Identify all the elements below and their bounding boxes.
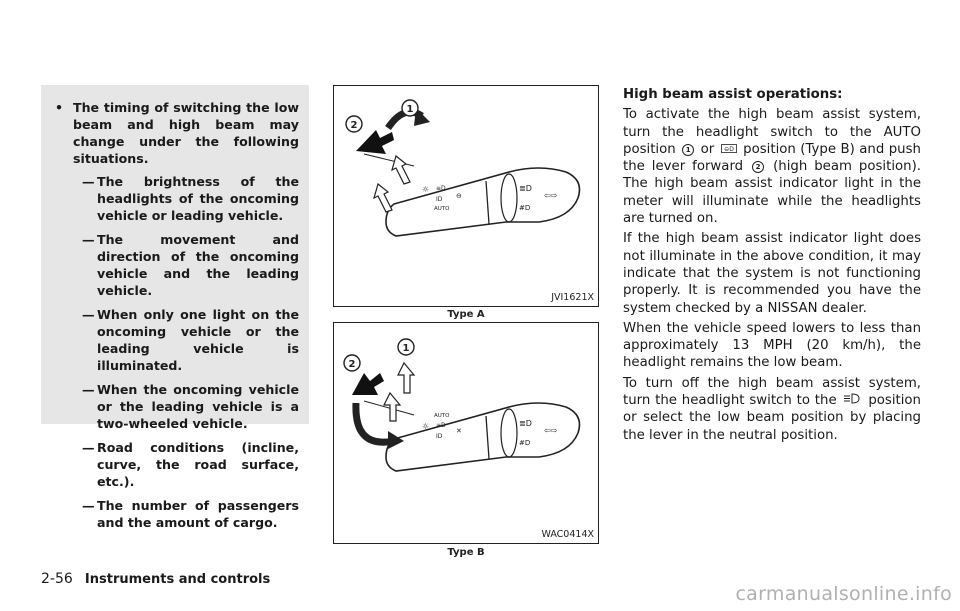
marker-2-icon: 2 <box>752 161 764 173</box>
figure-type-a <box>333 85 599 307</box>
svg-text:#D: #D <box>519 439 531 447</box>
paragraph: When the vehicle speed lowers to less than approximately 13 MPH (20 km/h), the headlight remains the low beam. <box>623 320 921 371</box>
svg-text:☼: ☼ <box>422 422 430 431</box>
svg-text:⊖D: ⊖D <box>723 145 734 153</box>
svg-text:AUTO: AUTO <box>434 413 450 419</box>
svg-text:1: 1 <box>402 343 410 354</box>
svg-text:✕: ✕ <box>456 427 462 435</box>
svg-text:⊖: ⊖ <box>456 192 462 200</box>
watermark: carmanualsonline.info <box>735 583 952 605</box>
svg-text:AUTO: AUTO <box>434 206 450 212</box>
note-lead-text: The timing of switching the low beam and high beam may change under the following situations. <box>73 100 299 166</box>
list-item: — Road conditions (incline, curve, the road surface, etc.). <box>82 440 299 489</box>
bullet: • <box>55 100 64 115</box>
note-list <box>55 173 299 531</box>
list-item: — The movement and direction of the oncoming vehicle and the leading vehicle. <box>82 232 299 298</box>
list-item: — When only one light on the oncoming vehicle or the leading vehicle is illuminated. <box>82 307 299 373</box>
section-title: Instruments and controls <box>84 572 271 587</box>
figure-code: WAC0414X <box>541 529 594 540</box>
svg-text:2: 2 <box>348 359 356 370</box>
page-footer <box>41 571 270 587</box>
svg-text:2: 2 <box>350 120 358 131</box>
marker-1-icon: 1 <box>682 144 694 156</box>
note-box <box>41 85 309 530</box>
svg-text:ID: ID <box>436 433 443 440</box>
note-lead <box>55 99 299 167</box>
figure-type-b <box>333 322 599 544</box>
figure-caption: Type B <box>447 547 485 558</box>
low-beam-icon <box>843 393 861 404</box>
svg-text:≣D: ≣D <box>519 419 532 428</box>
svg-text:⇦⇨: ⇦⇨ <box>544 191 558 200</box>
svg-text:1: 1 <box>406 104 414 115</box>
paragraph: To turn off the high beam assist system, turn the headlight switch to the position or select the low beam position by placing the lever in the neutral position. <box>623 375 921 443</box>
paragraph: If the high beam assist indicator light does not illuminate in the above condition, it may indicate that the system is not functioning properly. It is recommended you have the system checked by a NISSAN dealer. <box>623 231 921 316</box>
list-item: — The brightness of the headlights of the oncoming vehicle or leading vehicle. <box>82 174 299 223</box>
list-item: — When the oncoming vehicle or the leading vehicle is a two-wheeled vehicle. <box>82 382 299 431</box>
figure-code: JVI1621X <box>551 292 594 303</box>
svg-text:ID: ID <box>436 196 443 203</box>
svg-text:☼: ☼ <box>422 185 430 194</box>
headlight-lever-illustration-b <box>334 323 597 542</box>
right-column <box>623 86 921 447</box>
page-number: 2-56 <box>41 571 73 587</box>
list-item: — The number of passengers and the amount of cargo. <box>82 498 299 530</box>
headlight-lever-illustration-a <box>334 86 597 305</box>
svg-text:⇦⇨: ⇦⇨ <box>544 426 558 435</box>
svg-text:≡D: ≡D <box>436 422 446 429</box>
headlight-switch-icon <box>721 144 737 153</box>
paragraph: To activate the high beam assist system, turn the headlight switch to the AUTO position 1 or ⊖D position (Type B) and push the lever forward 2 (high beam position). The high beam assist indicator light in the meter will illuminate while the headlights are turned on. <box>623 107 921 227</box>
figure-caption: Type A <box>447 309 485 320</box>
svg-text:≣D: ≣D <box>519 184 532 193</box>
svg-text:≡D: ≡D <box>436 185 446 192</box>
svg-text:#D: #D <box>519 204 531 212</box>
section-heading: High beam assist operations: <box>623 87 843 102</box>
